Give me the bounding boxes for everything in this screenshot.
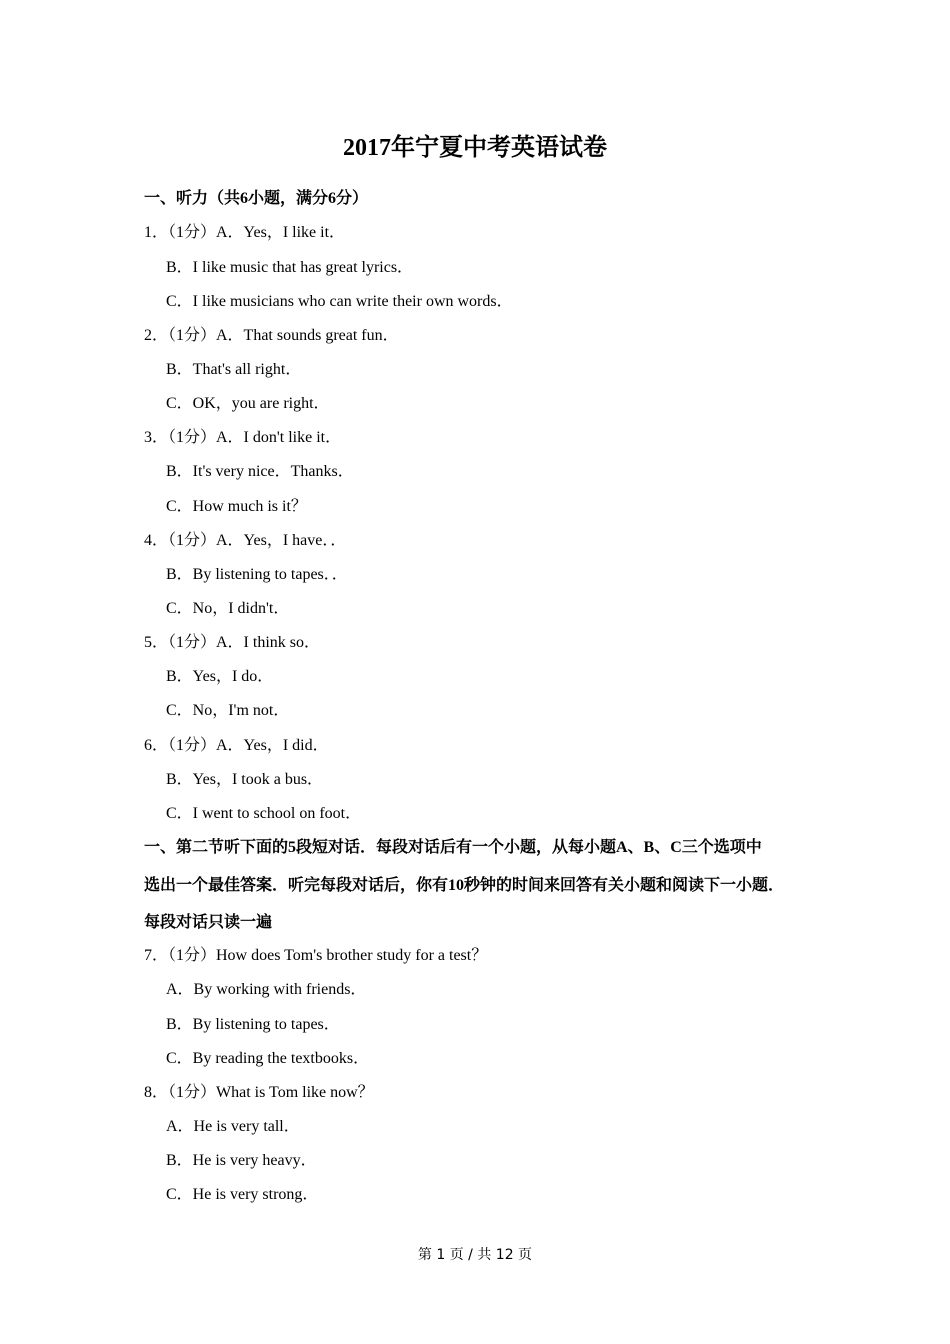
question-3-option-c: C．How much is it？ [166,498,307,515]
section2-instruction-line-2: 选出一个最佳答案．听完每段对话后，你有10秒钟的时间来回答有关小题和阅读下一小题． [144,877,785,894]
page-title: 2017年宁夏中考英语试卷 [343,135,607,161]
section2-instruction-line-1: 一、第二节听下面的5段短对话．每段对话后有一个小题，从每小题A、B、C三个选项中 [144,839,762,856]
question-5-option-b: B．Yes，I do． [166,668,274,685]
question-7-stem: 7．（1分）How does Tom's brother study for a test？ [144,947,488,964]
question-6-option-b: B．Yes，I took a bus． [166,771,324,788]
section1-heading: 一、听力（共6小题，满分6分） [144,190,369,207]
question-1-stem: 1．（1分）A．Yes，I like it． [144,224,346,241]
section2-instruction-line-3: 每段对话只读一遍 [144,914,273,931]
question-8-option-b: B．He is very heavy． [166,1152,317,1169]
question-2-option-c: C．OK，you are right． [166,395,330,412]
question-7-option-a: A．By working with friends． [166,981,367,998]
question-8-option-a: A．He is very tall． [166,1118,300,1135]
question-4-option-b: B．By listening to tapes．． [166,566,348,583]
question-1-option-c: C．I like musicians who can write their own words． [166,293,513,310]
page-footer: 第 1 页 / 共 12 页 [417,1247,533,1263]
question-2-option-b: B．That's all right． [166,361,302,378]
question-7-option-b: B．By listening to tapes． [166,1016,340,1033]
question-3-option-b: B．It's very nice．Thanks． [166,463,354,480]
question-7-option-c: C．By reading the textbooks． [166,1050,370,1067]
question-6-stem: 6．（1分）A．Yes，I did． [144,737,329,754]
question-6-option-c: C．I went to school on foot． [166,805,362,822]
question-4-stem: 4．（1分）A．Yes，I have．． [144,532,347,549]
question-3-stem: 3．（1分）A．I don't like it． [144,429,342,446]
question-8-option-c: C．He is very strong． [166,1186,319,1203]
question-2-stem: 2．（1分）A．That sounds great fun． [144,327,399,344]
question-5-stem: 5．（1分）A．I think so． [144,634,321,651]
question-4-option-c: C．No，I didn't． [166,600,290,617]
question-8-stem: 8．（1分）What is Tom like now？ [144,1084,374,1101]
question-1-option-b: B．I like music that has great lyrics． [166,259,414,276]
question-5-option-c: C．No，I'm not． [166,702,290,719]
